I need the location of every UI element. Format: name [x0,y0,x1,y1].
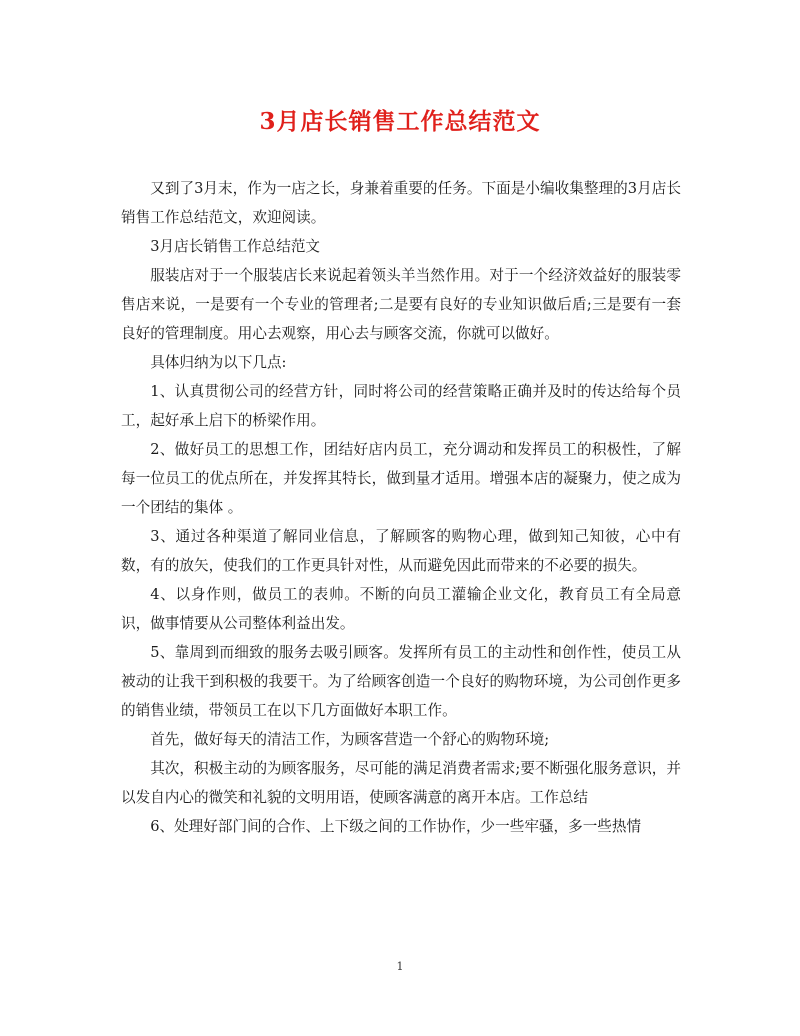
paragraph-point-6: 6、处理好部门间的合作、上下级之间的工作协作，少一些牢骚，多一些热情 [150,818,642,835]
paragraph-point-5: 5、靠周到而细致的服务去吸引顾客。发挥所有员工的主动性和创作性，使员工从被动的让我干到积极的我要干。为了给顾客创造一个良好的购物环境，为公司创作更多的销售业绩，带领员工在以下几方面做好本职工作。 [121,644,681,719]
document-title: 3月店长销售工作总结范文 [259,108,541,135]
paragraph-subtitle: 3月店长销售工作总结范文 [150,238,321,255]
paragraph-summary-lead: 具体归纳为以下几点: [150,354,287,371]
paragraph-second: 其次，积极主动的为顾客服务，尽可能的满足消费者需求;要不断强化服务意识，并以发自内心的微笑和礼貌的文明用语，使顾客满意的离开本店。工作总结 [121,760,681,806]
paragraph-overview: 服装店对于一个服装店长来说起着领头羊当然作用。对于一个经济效益好的服装零售店来说，一是要有一个专业的管理者;二是要有良好的专业知识做后盾;三是要有一套良好的管理制度。用心去观察，用心去与顾客交流，你就可以做好。 [121,267,681,342]
paragraph-intro: 又到了3月末，作为一店之长，身兼着重要的任务。下面是小编收集整理的3月店长销售工作总结范文，欢迎阅读。 [121,180,681,226]
page-number: 1 [396,960,404,973]
paragraph-point-4: 4、以身作则，做员工的表帅。不断的向员工灌输企业文化，教育员工有全局意识，做事情要从公司整体利益出发。 [121,586,681,632]
paragraph-point-2: 2、做好员工的思想工作，团结好店内员工，充分调动和发挥员工的积极性，了解每一位员工的优点所在，并发挥其特长，做到量才适用。增强本店的凝聚力，使之成为一个团结的集体 。 [121,441,681,516]
paragraph-point-3: 3、通过各种渠道了解同业信息，了解顾客的购物心理，做到知己知彼，心中有数，有的放矢，使我们的工作更具针对性，从而避免因此而带来的不必要的损失。 [121,528,681,574]
document-body [121,174,681,841]
paragraph-first: 首先，做好每天的清洁工作，为顾客营造一个舒心的购物环境; [150,731,550,748]
paragraph-point-1: 1、认真贯彻公司的经营方针，同时将公司的经营策略正确并及时的传达给每个员工，起好承上启下的桥梁作用。 [121,383,681,429]
